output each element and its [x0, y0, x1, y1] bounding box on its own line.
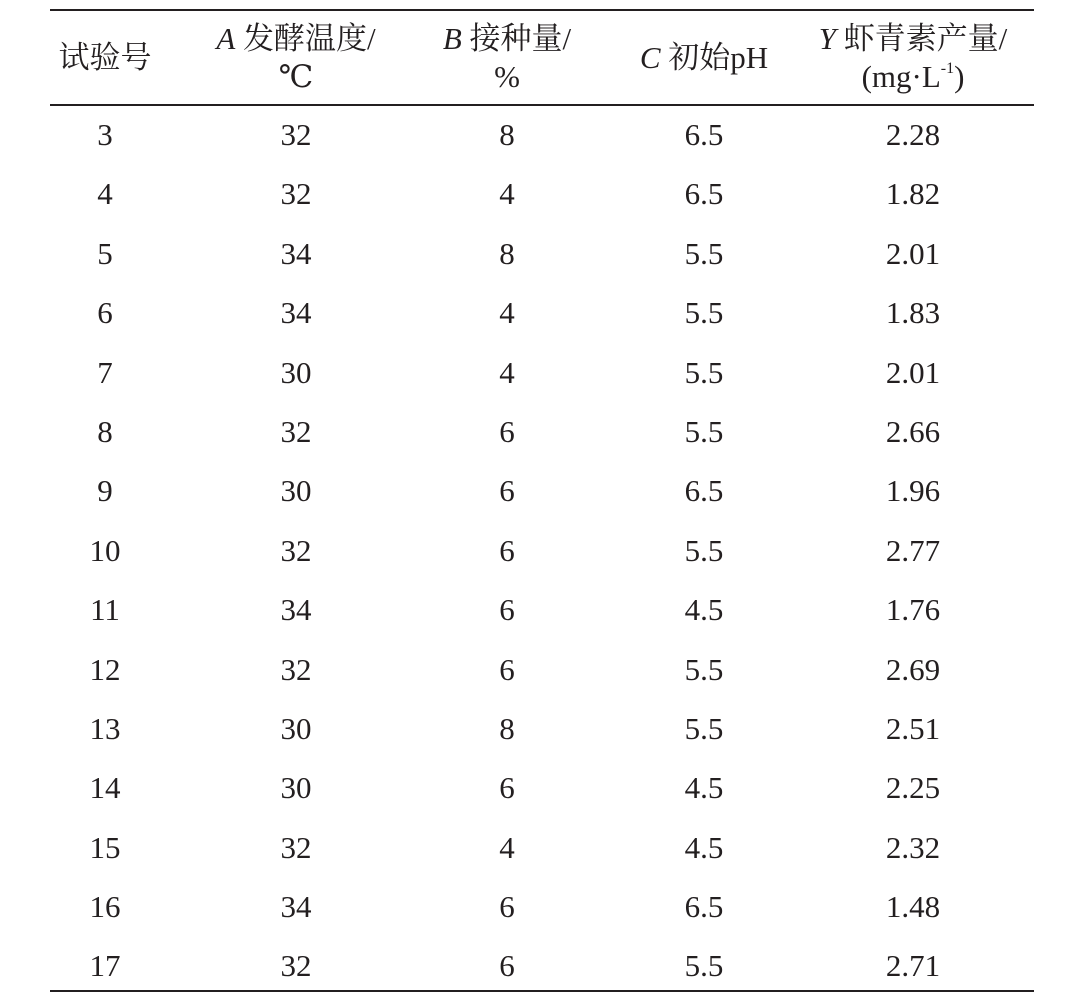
cell-yield: 2.77	[885, 532, 941, 568]
cell-temperature: 32	[280, 829, 312, 865]
cell-yield: 2.01	[885, 235, 941, 271]
table-row	[0, 758, 1075, 817]
table-row	[0, 877, 1075, 936]
cell-yield: 1.83	[885, 295, 941, 331]
cell-temperature: 32	[280, 413, 312, 449]
cell-yield: 2.51	[885, 710, 941, 746]
cell-yield: 2.66	[885, 413, 941, 449]
cell-inoculum: 4	[499, 295, 515, 331]
cell-inoculum: 8	[499, 117, 515, 152]
cell-yield: 1.82	[885, 176, 941, 212]
header-trial-number-label: 试验号	[58, 39, 152, 75]
cell-trial-number: 4	[97, 176, 113, 212]
cell-trial-number: 17	[89, 948, 121, 984]
cell-yield: 2.32	[885, 829, 941, 865]
cell-trial-number: 3	[97, 117, 113, 152]
cell-trial-number: 8	[97, 413, 113, 449]
cell-inoculum: 6	[499, 889, 515, 925]
cell-yield: 2.01	[885, 354, 941, 390]
header-yield-title	[819, 20, 1008, 58]
header-var-c: C	[639, 39, 661, 75]
cell-inoculum: 6	[499, 592, 515, 628]
cell-trial-number: 11	[90, 592, 120, 628]
cell-inoculum: 8	[499, 710, 515, 746]
cell-yield: 2.28	[885, 117, 941, 152]
cell-initial-ph: 5.5	[684, 710, 724, 746]
cell-initial-ph: 6.5	[684, 889, 724, 925]
cell-temperature: 32	[280, 117, 312, 152]
cell-inoculum: 6	[499, 532, 515, 568]
cell-temperature: 30	[280, 473, 312, 509]
header-yield-unit	[862, 58, 965, 96]
cell-trial-number: 5	[97, 235, 113, 271]
header-var-y: Y	[818, 20, 836, 56]
table-row	[0, 699, 1075, 758]
cell-yield: 2.71	[885, 948, 941, 984]
header-trial-number	[55, 11, 155, 104]
cell-initial-ph: 5.5	[684, 413, 724, 449]
header-temperature-label: 发酵温度/	[243, 20, 376, 56]
header-fermentation-temperature	[196, 11, 396, 104]
cell-trial-number: 15	[89, 829, 121, 865]
cell-inoculum: 4	[499, 829, 515, 865]
cell-yield: 1.76	[885, 592, 941, 628]
header-inoculum-unit: %	[494, 58, 520, 94]
cell-inoculum: 8	[499, 235, 515, 271]
cell-yield: 2.69	[885, 651, 941, 687]
cell-inoculum: 6	[499, 948, 515, 984]
cell-yield: 1.48	[885, 889, 941, 925]
cell-trial-number: 12	[89, 651, 121, 687]
header-yield-unit-main: (mg·L	[861, 58, 941, 94]
cell-initial-ph: 6.5	[684, 176, 724, 212]
cell-inoculum: 6	[499, 770, 515, 806]
cell-initial-ph: 4.5	[684, 829, 724, 865]
table-row	[0, 164, 1075, 223]
table-row	[0, 105, 1075, 164]
header-temperature-title	[216, 20, 375, 58]
table-row	[0, 580, 1075, 639]
header-yield-unit-close: )	[954, 58, 965, 94]
cell-yield: 2.25	[885, 770, 941, 806]
cell-trial-number: 13	[89, 710, 121, 746]
cell-inoculum: 4	[499, 354, 515, 390]
header-temperature-unit: ℃	[278, 58, 314, 94]
cell-temperature: 32	[280, 948, 312, 984]
table-row	[0, 224, 1075, 283]
cell-temperature: 34	[280, 889, 312, 925]
header-ph-title	[640, 39, 768, 77]
cell-yield: 1.96	[885, 473, 941, 509]
cell-trial-number: 10	[89, 532, 121, 568]
header-ph-label: 初始pH	[668, 39, 769, 75]
table-row	[0, 521, 1075, 580]
cell-trial-number: 7	[97, 354, 113, 390]
cell-temperature: 34	[280, 235, 312, 271]
cell-trial-number: 14	[89, 770, 121, 806]
cell-temperature: 30	[280, 354, 312, 390]
cell-initial-ph: 6.5	[684, 473, 724, 509]
header-var-b: B	[442, 20, 462, 56]
cell-initial-ph: 4.5	[684, 770, 724, 806]
cell-initial-ph: 4.5	[684, 592, 724, 628]
table-row	[0, 283, 1075, 342]
cell-inoculum: 6	[499, 473, 515, 509]
header-yield-unit-sup: -1	[940, 59, 955, 77]
cell-trial-number: 16	[89, 889, 121, 925]
cell-temperature: 30	[280, 710, 312, 746]
header-inoculum-size	[407, 11, 607, 104]
cell-initial-ph: 5.5	[684, 354, 724, 390]
cell-inoculum: 6	[499, 651, 515, 687]
cell-temperature: 32	[280, 532, 312, 568]
cell-temperature: 32	[280, 176, 312, 212]
table-row	[0, 343, 1075, 402]
table-row	[0, 640, 1075, 699]
cell-initial-ph: 5.5	[684, 532, 724, 568]
header-initial-ph	[604, 11, 804, 104]
cell-temperature: 32	[280, 651, 312, 687]
cell-initial-ph: 5.5	[684, 948, 724, 984]
table-row	[0, 936, 1075, 995]
header-astaxanthin-yield	[813, 11, 1013, 104]
cell-temperature: 34	[280, 592, 312, 628]
table-body	[0, 105, 1075, 996]
cell-initial-ph: 5.5	[684, 235, 724, 271]
cell-trial-number: 6	[97, 295, 113, 331]
cell-initial-ph: 6.5	[684, 117, 724, 152]
cell-inoculum: 6	[499, 413, 515, 449]
table-bottom-rule	[50, 990, 1034, 992]
cell-temperature: 34	[280, 295, 312, 331]
header-inoculum-label: 接种量/	[469, 20, 572, 56]
cell-initial-ph: 5.5	[684, 651, 724, 687]
table-row	[0, 461, 1075, 520]
cell-temperature: 30	[280, 770, 312, 806]
header-var-a: A	[216, 20, 236, 56]
table-row	[0, 818, 1075, 877]
cell-inoculum: 4	[499, 176, 515, 212]
header-inoculum-title	[443, 20, 571, 58]
cell-trial-number: 9	[97, 473, 113, 509]
table-header-row	[0, 11, 1075, 104]
cell-initial-ph: 5.5	[684, 295, 724, 331]
header-yield-label: 虾青素产量/	[843, 20, 1008, 56]
table-row	[0, 402, 1075, 461]
